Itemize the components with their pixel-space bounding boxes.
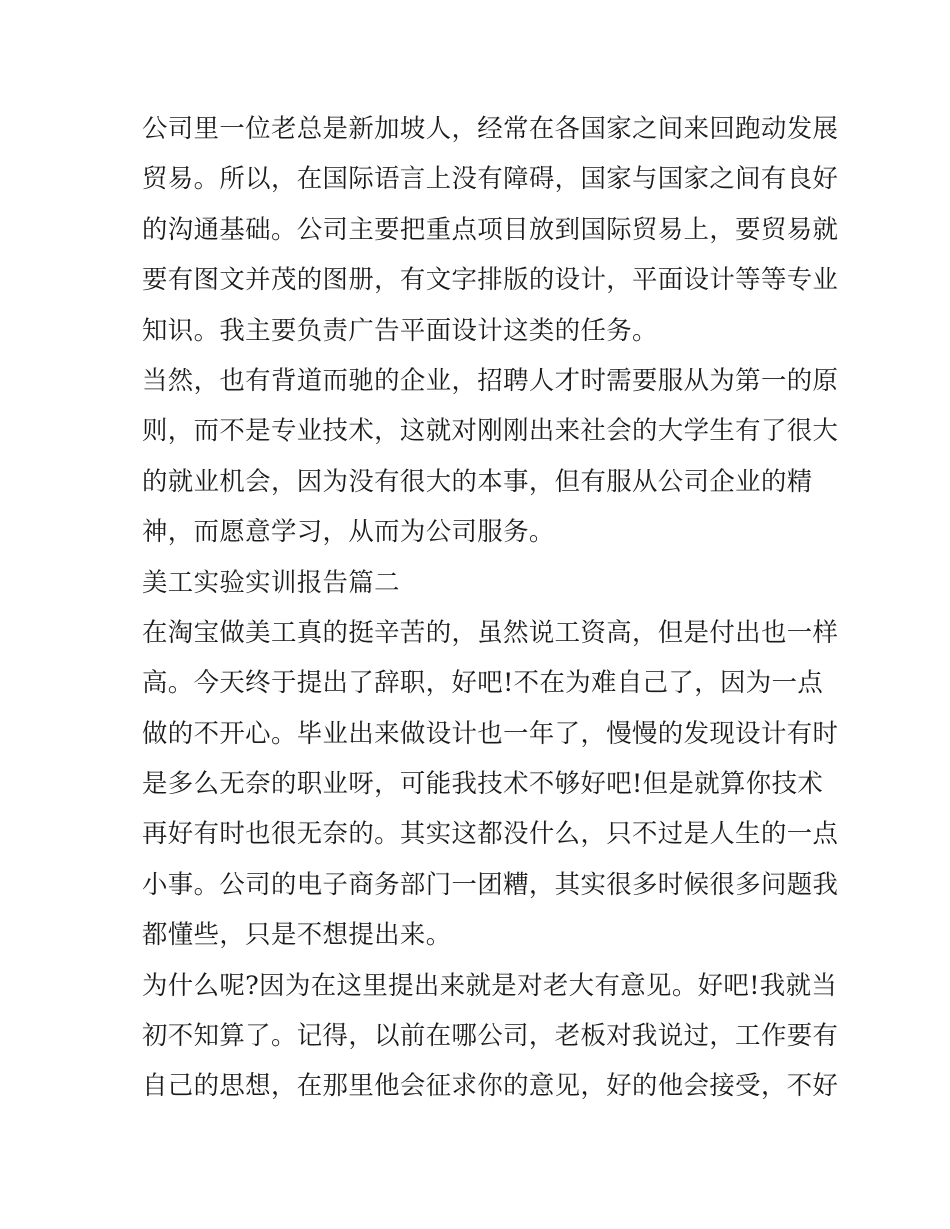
text-line: 的就业机会，因为没有很大的本事，但有服从公司企业的精	[142, 465, 813, 496]
text-line: 知识。我主要负责广告平面设计这类的任务。	[142, 314, 658, 345]
text-line: 高。今天终于提出了辞职，好吧!不在为难自己了，因为一点	[142, 667, 824, 698]
text-line: 小事。公司的电子商务部门一团糟，其实很多时候很多问题我	[142, 868, 839, 899]
text-line: 是多么无奈的职业呀，可能我技术不够好吧!但是就算你技术	[142, 768, 824, 799]
text-line: 当然，也有背道而驰的企业，招聘人才时需要服从为第一的原	[142, 364, 839, 395]
text-line: 再好有时也很无奈的。其实这都没什么，只不过是人生的一点	[142, 818, 839, 849]
paragraph-2	[142, 355, 839, 557]
text-line: 的沟通基础。公司主要把重点项目放到国际贸易上，要贸易就	[142, 213, 839, 244]
text-line: 则，而不是专业技术，这就对刚刚出来社会的大学生有了很大	[142, 415, 839, 446]
text-line: 要有图文并茂的图册，有文字排版的设计，平面设计等等专业	[142, 264, 839, 295]
paragraph-3	[142, 607, 839, 960]
paragraph-4	[142, 960, 839, 1111]
text-line: 自己的思想，在那里他会征求你的意见，好的他会接受，不好	[142, 1070, 839, 1101]
text-line: 做的不开心。毕业出来做设计也一年了，慢慢的发现设计有时	[142, 717, 839, 748]
section-heading	[142, 557, 814, 607]
text-line: 贸易。所以，在国际语言上没有障碍，国家与国家之间有良好	[142, 163, 839, 194]
text-line: 都懂些，只是不想提出来。	[142, 919, 452, 950]
text-line: 神，而愿意学习，从而为公司服务。	[142, 516, 555, 547]
text-line: 初不知算了。记得，以前在哪公司，老板对我说过，工作要有	[142, 1020, 839, 1051]
document-body	[142, 103, 839, 1111]
text-line: 为什么呢?因为在这里提出来就是对老大有意见。好吧!我就当	[142, 969, 838, 1000]
text-line: 在淘宝做美工真的挺辛苦的，虽然说工资高，但是付出也一样	[142, 616, 839, 647]
paragraph-1	[142, 103, 839, 355]
heading-line: 美工实验实训报告篇二	[142, 566, 400, 597]
text-line: 公司里一位老总是新加坡人，经常在各国家之间来回跑动发展	[142, 113, 839, 143]
